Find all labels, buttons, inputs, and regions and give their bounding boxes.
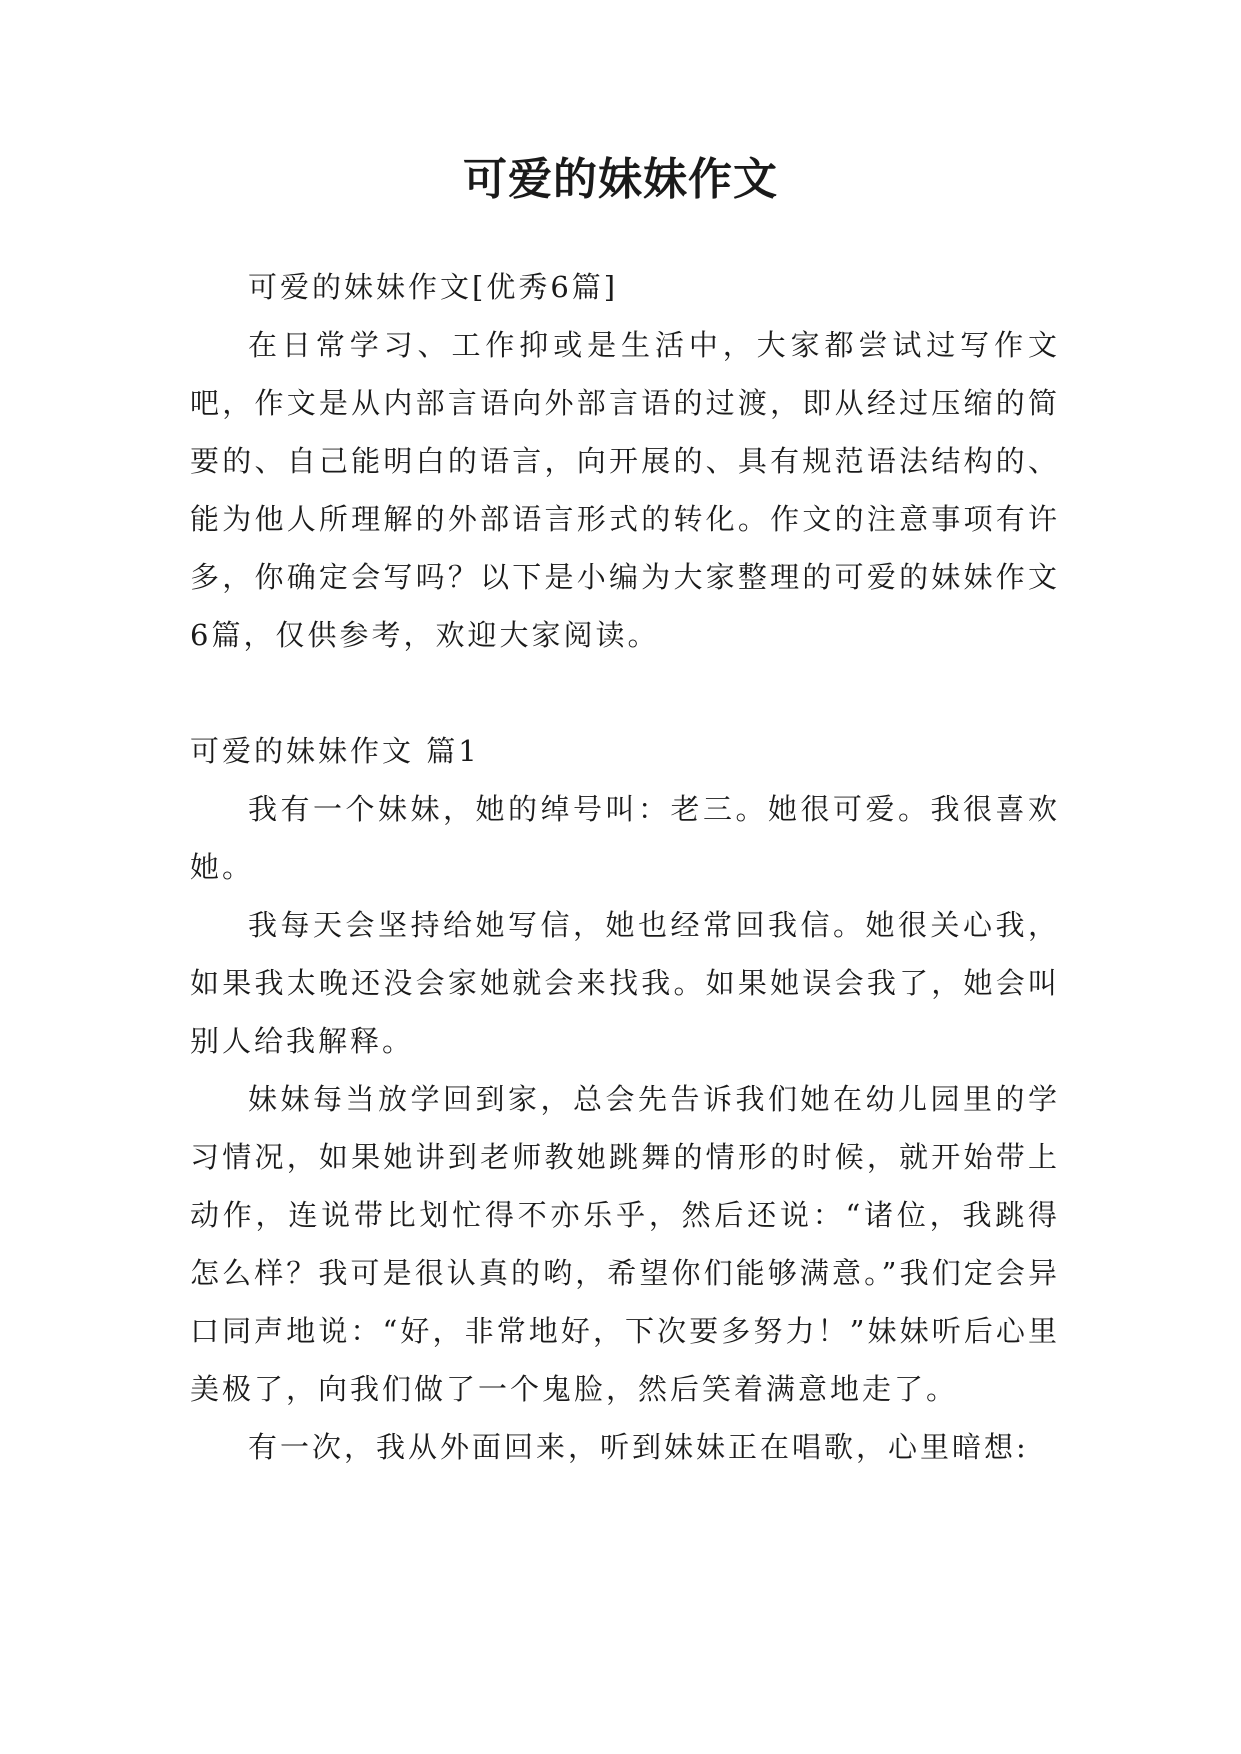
document-title: 可爱的妹妹作文 (463, 154, 778, 205)
document-body (190, 258, 1060, 1476)
intro-paragraph: 在日常学习、工作抑或是生活中，大家都尝试过写作文吧，作文是从内部言语向外部言语的过渡，即从经过压缩的简要的、自己能明白的语言，向开展的、具有规范语法结构的、能为他人所理解的外部语言形式的转化。作文的注意事项有许多，你确定会写吗？以下是小编为大家整理的可爱的妹妹作文6篇，仅供参考，欢迎大家阅读。 (190, 328, 1060, 652)
body-paragraph: 我每天会坚持给她写信，她也经常回我信。她很关心我，如果我太晚还没会家她就会来找我。如果她误会我了，她会叫别人给我解释。 (190, 908, 1060, 1058)
section-heading: 可爱的妹妹作文 篇1 (190, 734, 480, 768)
body-paragraph: 妹妹每当放学回到家，总会先告诉我们她在幼儿园里的学习情况，如果她讲到老师教她跳舞的情形的时候，就开始带上动作，连说带比划忙得不亦乐乎，然后还说：“诸位，我跳得怎么样？我可是很认真的哟，希望你们能够满意。”我们定会异口同声地说：“好，非常地好，下次要多努力！”妹妹听后心里美极了，向我们做了一个鬼脸，然后笑着满意地走了。 (190, 1082, 1060, 1406)
body-paragraph: 有一次，我从外面回来，听到妹妹正在唱歌，心里暗想: (248, 1430, 1029, 1464)
document-subtitle: 可爱的妹妹作文[优秀6篇] (248, 270, 619, 304)
body-paragraph: 我有一个妹妹，她的绰号叫：老三。她很可爱。我很喜欢她。 (190, 792, 1060, 884)
